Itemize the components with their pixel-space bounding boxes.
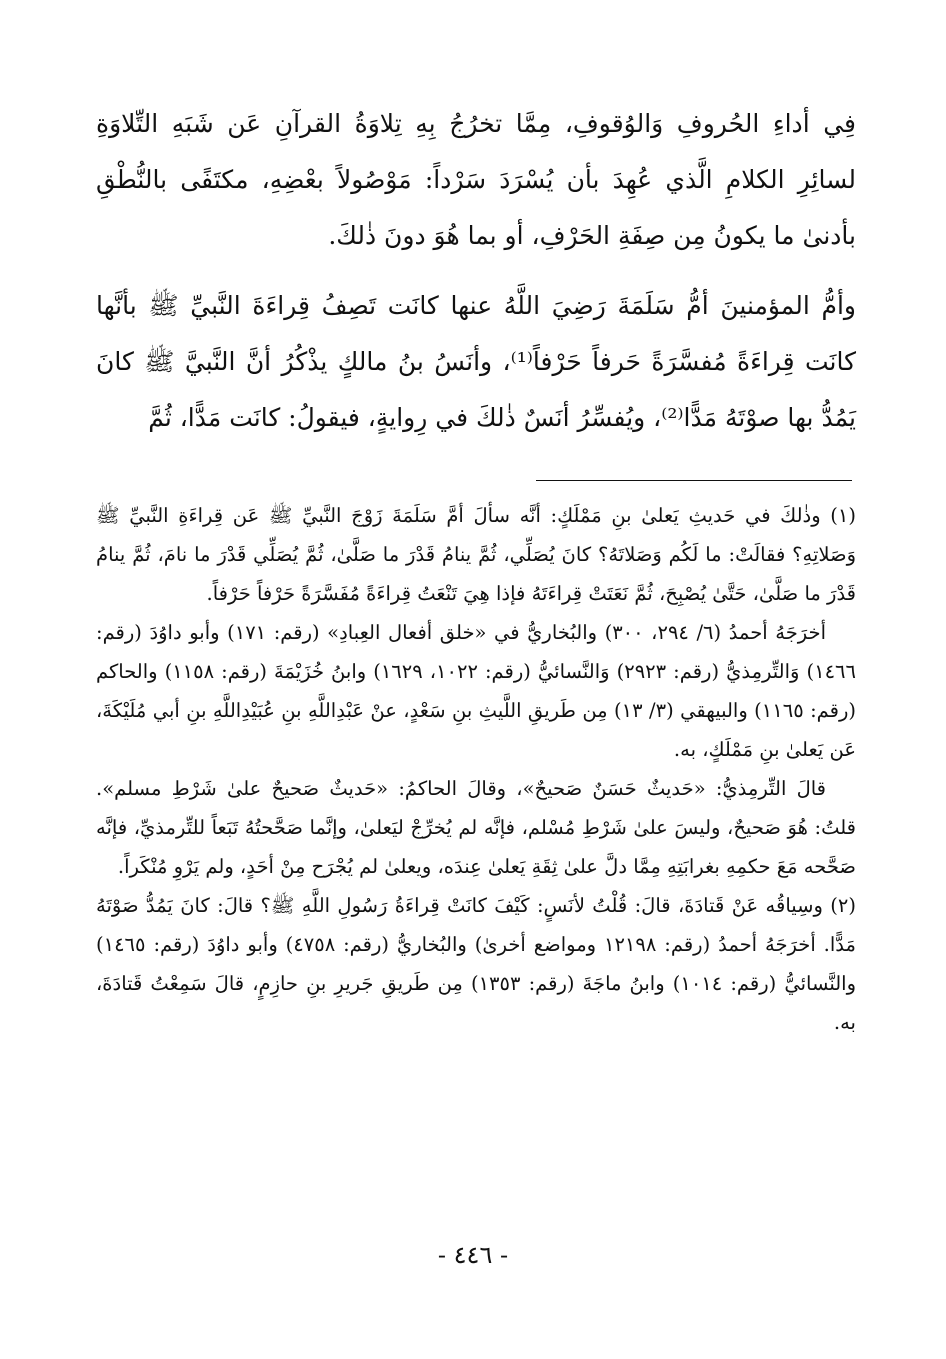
footnote-1-takhrij: أخرَجَهُ أحمدُ (٦/ ٢٩٤، ٣٠٠) والبُخاريُّ في «خلق أفعال العِبادِ» (رقم: ١٧١) وأبو داوُدَ (رقم: ١٤٦٦) وَالتِّرمِذيُّ (رقم: ٢٩٢٣) وَالنَّسائيُّ (رقم: ١٠٢٢، ١٦٢٩) وابنُ خُزَيْمَةَ (رقم: ١١٥٨) والحاكم (رقم: ١١٦٥) والبيهقي (٣/ ١٣) مِن طَريقِ اللَّيثِ بنِ سَعْدٍ، عنْ عَبْدِاللَّهِ بنِ عُبَيْدِاللَّهِ بنِ أبي مُلَيْكَةَ، عَن يَعلىٰ بنِ مَمْلَكٍ، به. (96, 621, 856, 761)
main-text (96, 96, 856, 446)
body-paragraph-2: وأمُّ المؤمنينَ أمُّ سَلَمَةَ رَضِيَ اللَّهُ عنها كانَت تَصِفُ قِراءَةَ النَّبيِّ ﷺ بأنَّها كانَت قِراءَةً مُفسَّرَةً حَرفاً حَرْفاً⁽¹⁾، وأنَسُ بنُ مالكٍ يذْكُرُ أنَّ النَّبيَّ ﷺ كانَ يَمُدُّ بها صوْتَهُ مَدًّا⁽²⁾، ويُفسِّرُ أنَسٌ ذٰلكَ في رِوايةٍ، فيقولُ: كانَت مَدًّا، ثُمَّ (96, 291, 856, 432)
footnote-1-comment: قالَ التِّرمِذيُّ: «حَديثٌ حَسَنٌ صَحيحٌ»، وقالَ الحاكمُ: «حَديثٌ صَحيحٌ علىٰ شَرْطِ مسلم». قلتُ: هُوَ صَحيحٌ، وليسَ علىٰ شَرْطِ مُسْلم، فإنَّه لم يُخرِّجْ ليَعلىٰ، وإنَّما صَحَّحتُهُ تَبَعاً للتِّرمذيِّ، فإنَّه صَحَّحه مَعَ حكمِهِ بغرابَتِهِ مِمَّا دلَّ علىٰ ثِقَةِ يَعلىٰ عِندَه، ويعلىٰ لم يُجْرَح مِنْ أحَدٍ، ولم يَرْوِ مُنْكَراً. (96, 777, 856, 878)
body-paragraph-1: فِي أداءِ الحُروفِ وَالوُقوفِ، مِمَّا تخرُجُ بِهِ تِلاوَةُ القرآنِ عَن شَبَهِ التِّلاوَةِ لسائِرِ الكلامِ الَّذي عُهِدَ بأن يُسْرَدَ سَرْداً: مَوْصُولاً بعْضِهِ، مكتَفًى بالنُّطْقِ بأدنىٰ ما يكونُ مِن صِفَةِ الحَرْفِ، أو بما هُوَ دونَ ذٰلكَ. (96, 109, 856, 250)
footnote-separator (536, 480, 852, 481)
page-number: - ٤٤٦ - (437, 1241, 509, 1269)
footnotes (96, 496, 856, 1042)
footnote-2: (٢) وسِياقُه عَنْ قَتادَةَ، قالَ: قُلْتُ لأنَسٍ: كَيْفَ كانَتْ قِراءَةُ رَسُولِ اللَّهِ ﷺ؟ قالَ: كانَ يَمُدُّ صَوْتَهُ مَدًّا. أخرَجَهُ أحمدُ (رقم: ١٢١٩٨ ومواضع أخرىٰ) والبُخاريُّ (رقم: ٤٧٥٨) وأبو داوُدَ (رقم: ١٤٦٥) والنَّسائيُّ (رقم: ١٠١٤) وابنُ ماجَةَ (رقم: ١٣٥٣) مِن طَريقِ جَريرِ بنِ حازِمٍ، قالَ سَمِعْتُ قَتادَةَ، به. (96, 894, 856, 1034)
footnote-1: (١) وذٰلكَ في حَديثِ يَعلىٰ بنِ مَمْلَكٍ: أنَّه سألَ أمَّ سَلَمَةَ زَوْجَ النَّبيِّ ﷺ عَن قِراءَةِ النَّبيِّ ﷺ وَصَلاتِهِ؟ فقالَتْ: ما لَكُم وَصَلاتَهُ؟ كانَ يُصَلِّي، ثُمَّ ينامُ قَدْرَ ما صَلَّىٰ، ثُمَّ يُصَلِّي قَدْرَ ما نامَ، ثُمَّ ينامُ قَدْرَ ما صَلَّىٰ، حَتَّىٰ يُصْبِحَ، ثُمَّ نَعَتَتْ قِراءَتَهُ فإذا هِيَ تَنْعَتُ قِراءَةً مُفَسَّرَةً حَرْفاً حَرْفاً. (96, 504, 856, 605)
